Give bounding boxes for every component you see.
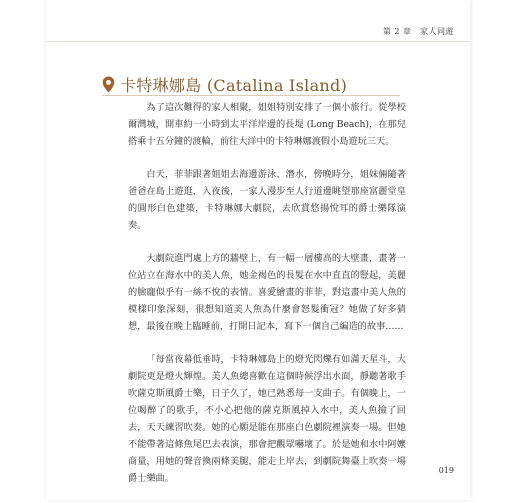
body-text [128,99,406,503]
paragraph: 大劇院進門處上方的牆壁上，有一幅一層樓高的大壁畫，畫著一位站立在海水中的美人魚，她金褐色的長髮在水中直直的豎起，美麗的臉龐似乎有一絲不悅的表情。喜愛繪畫的菲菲，對這畫中美人魚的模樣印象深刻，很想知道美人魚為什麼會怒髮衝冠？她做了好多猜想，最後在晚上臨睡前，打開日記本，寫下一個自己編造的故事…… [128,253,406,332]
paragraph: 為了這次難得的家人相聚，姐姐特別安排了一個小旅行。從學校爾灣城，開車約一小時到太平洋岸邊的長堤 (Long Beach)，在那兒搭乘十五分鐘的渡輪，前往大洋中的卡特琳娜渡假小島遊玩三天。 [128,102,406,147]
header-divider [46,41,470,42]
paragraph: 「每當夜幕低垂時，卡特琳娜島上的燈光閃爍有如滿天星斗，大劇院更是燈火輝煌。美人魚總喜歡在這個時候浮出水面，靜聽著歌手吹薩克斯風爵士樂，日子久了，她已熟悉每一支曲子。有個晚上，一位喝醉了的歌手，不小心把他的薩克斯風掉入水中，美人魚撿了回去，天天練習吹奏。她的心願是能在那座白色劇院裡演奏一場。但她不能帶著這條魚尾巴去表演，那會把觀眾嚇壞了。於是她和水中阿嬤商量，用她的聲音換兩條美腿，能走上岸去，到劇院舞臺上吹奏一場爵士樂曲。 [128,354,406,484]
map-pin-icon [102,76,115,93]
section-heading [102,73,347,96]
page-number: 019 [438,466,454,475]
section-title: 卡特琳娜島 (Catalina Island) [120,76,348,95]
paragraph: 白天，菲菲跟著姐姐去海邊游泳、潛水，傍晚時分，姐妹倆隨著爸爸在島上遊逛，入夜後，一家人漫步至人行道邊眺望那座富麗堂皇的圓形白色建築，卡特琳娜大劇院，去欣賞悠揚悅耳的爵士樂隊演奏。 [128,169,406,231]
running-header: 第 2 章 家人同遊 [382,27,454,36]
heading-underline [102,95,400,96]
